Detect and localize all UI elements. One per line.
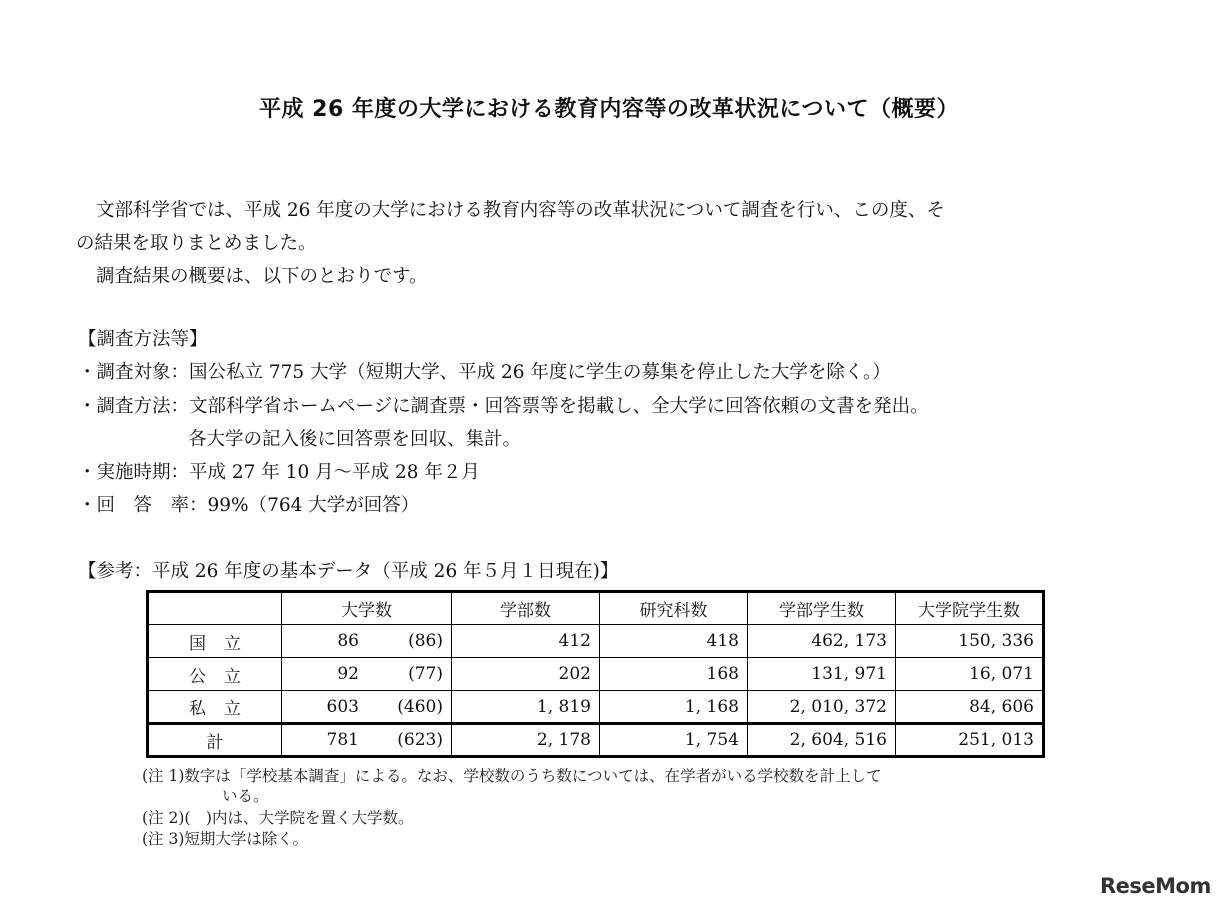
table-header-row (148, 592, 1044, 625)
grad-univ-count: (77) (408, 664, 443, 684)
survey-method: ・調査方法：文部科学省ホームページに調査票・回答票等を掲載し、全大学に回答依頼の文書を発出。 (78, 396, 929, 417)
table-row (148, 658, 1044, 691)
intro-line-3: 調査結果の概要は、以下のとおりです。 (96, 266, 428, 287)
grad-school-count: 1, 754 (600, 724, 748, 757)
survey-period: ・実施時期：平成 27 年 10 月～平成 28 年２月 (78, 462, 480, 483)
grad-student-count: 84, 606 (896, 691, 1044, 724)
header-blank (148, 592, 282, 625)
resemom-logo: ReseMom (1100, 874, 1211, 898)
note-2: (注 2)( )内は、大学院を置く大学数。 (142, 809, 414, 827)
grad-univ-count: (460) (397, 696, 443, 717)
method-heading: 【調査方法等】 (78, 329, 208, 350)
univ-count: 86 (337, 631, 359, 651)
row-label-total: 計 (148, 724, 282, 757)
note-3: (注 3)短期大学は除く。 (142, 830, 309, 848)
univ-count: 603 (326, 696, 359, 717)
grad-univ-count: (623) (397, 730, 443, 750)
row-label-private: 私立 (189, 699, 259, 719)
grad-school-count: 418 (600, 625, 748, 658)
undergrad-count: 2, 604, 516 (748, 724, 896, 757)
row-label-public: 公立 (189, 666, 259, 687)
intro-line-2: の結果を取りまとめました。 (76, 233, 317, 254)
intro-line-1: 文部科学省では、平成 26 年度の大学における教育内容等の改革状況について調査を行い、この度、そ (96, 200, 945, 221)
header-undergrad-students: 学部学生数 (748, 592, 896, 625)
grad-student-count: 251, 013 (896, 724, 1044, 757)
grad-student-count: 16, 071 (896, 658, 1044, 691)
response-rate: ・回 答 率：99%（764 大学が回答） (78, 495, 420, 516)
undergrad-count: 131, 971 (748, 658, 896, 691)
header-faculties: 学部数 (452, 592, 600, 625)
basic-data-table (146, 590, 1045, 758)
grad-school-count: 1, 168 (600, 691, 748, 724)
survey-target: ・調査対象：国公私立 775 大学（短期大学、平成 26 年度に学生の募集を停止した大学を除く。） (78, 362, 891, 383)
survey-method-continued: 各大学の記入後に回答票を回収、集計。 (188, 429, 522, 450)
note-1: (注 1)数字は「学校基本調査」による。なお、学校数のうち数については、在学者がいる学校数を計上して (142, 767, 882, 785)
grad-univ-count: (86) (408, 631, 443, 651)
univ-count: 781 (326, 730, 359, 750)
faculty-count: 412 (452, 625, 600, 658)
table-row (148, 625, 1044, 658)
faculty-count: 1, 819 (452, 691, 600, 724)
faculty-count: 202 (452, 658, 600, 691)
header-universities: 大学数 (282, 592, 452, 625)
grad-student-count: 150, 336 (896, 625, 1044, 658)
faculty-count: 2, 178 (452, 724, 600, 757)
row-label-national: 国立 (189, 633, 259, 654)
table-row (148, 691, 1044, 724)
page-title: 平成 26 年度の大学における教育内容等の改革状況について（概要） (259, 97, 959, 122)
undergrad-count: 2, 010, 372 (748, 691, 896, 724)
table-row-total (148, 724, 1044, 757)
univ-count: 92 (337, 664, 359, 684)
grad-school-count: 168 (600, 658, 748, 691)
header-grad-students: 大学院学生数 (896, 592, 1044, 625)
undergrad-count: 462, 173 (748, 625, 896, 658)
reference-heading: 【参考：平成 26 年度の基本データ（平成 26 年５月１日現在)】 (78, 561, 619, 582)
note-1-continued: いる。 (222, 787, 269, 805)
header-grad-schools: 研究科数 (600, 592, 748, 625)
